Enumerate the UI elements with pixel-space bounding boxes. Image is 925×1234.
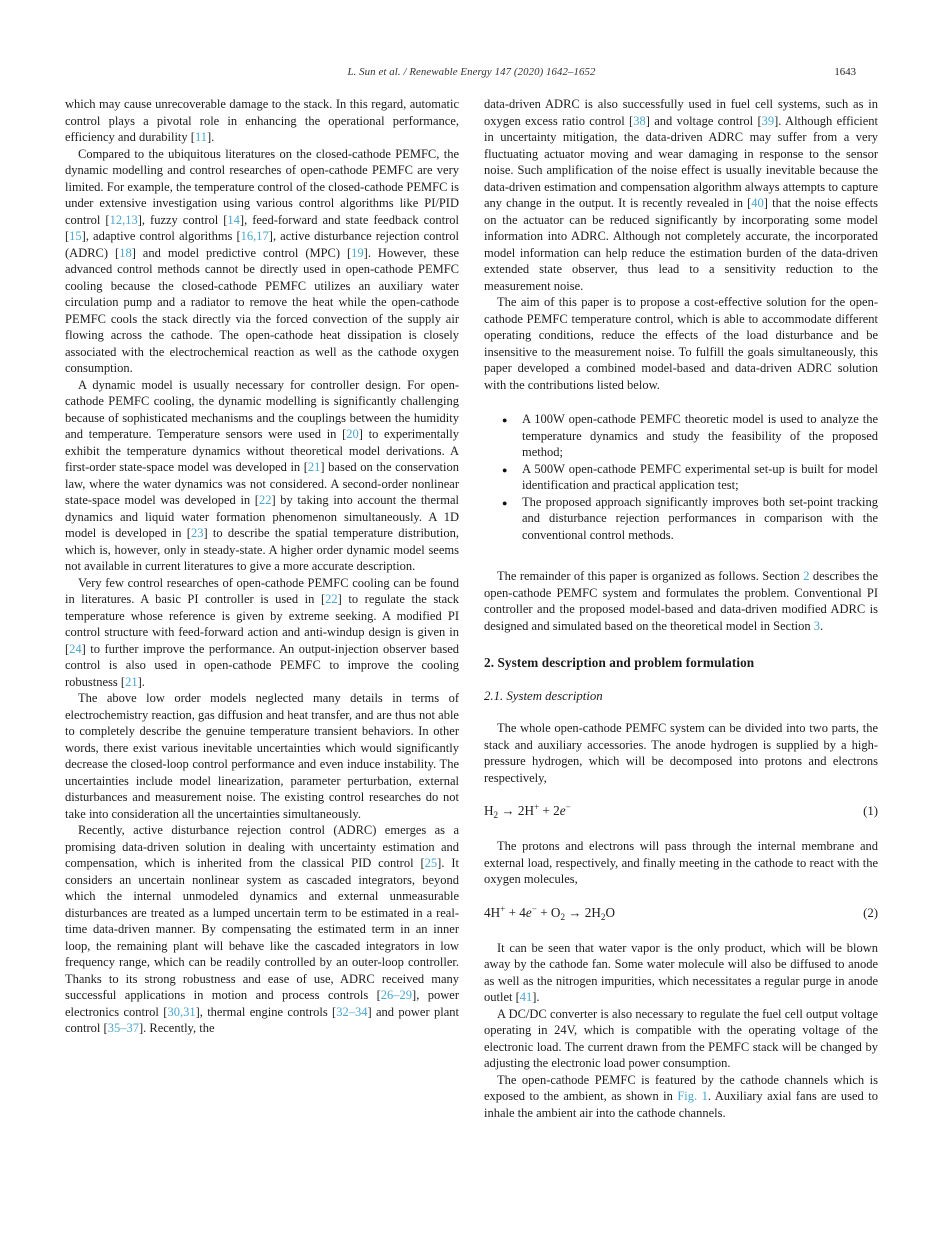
- equation-number: (2): [863, 905, 878, 920]
- bullet-icon: ●: [502, 415, 508, 425]
- left-column: [65, 96, 459, 1121]
- paragraph: The whole open-cathode PEMFC system can be divided into two parts, the stack and auxiliary accessories. The anode hydrogen is supplied by a high-pressure hydrogen, which will be decomposed into protons and electrons respectively,: [484, 721, 878, 785]
- citation-link[interactable]: 26–29: [380, 988, 413, 1002]
- citation-link[interactable]: 14: [227, 212, 240, 227]
- citation-link[interactable]: 22: [258, 493, 272, 507]
- contributions-list: [484, 411, 878, 543]
- equation-body: $4H^+ + 4e^- + O_2 \to 2H_2O$: [484, 903, 615, 922]
- right-column: [484, 96, 878, 1121]
- citation-link[interactable]: 39: [761, 113, 775, 128]
- citation-link[interactable]: 23: [190, 526, 204, 540]
- citation-link[interactable]: 21: [125, 674, 138, 689]
- section-heading: 2. System description and problem formulation: [484, 655, 755, 670]
- citation-link[interactable]: 25: [424, 856, 438, 870]
- citation-link[interactable]: 38: [633, 113, 646, 128]
- list-item: [484, 461, 878, 494]
- list-item-text: A 500W open-cathode PEMFC experimental set-up is built for model identification and practical application test;: [522, 461, 878, 492]
- paragraph: A DC/DC converter is also necessary to regulate the fuel cell output voltage operating in 24V, which is compatible with the operating voltage of the electronic load. The current drawn from the PEMFC stack will be changed by adjusting the electronic load power consumption.: [484, 1006, 878, 1070]
- text-columns: [65, 96, 878, 1121]
- citation-link[interactable]: 11: [194, 130, 207, 144]
- equation: [484, 799, 878, 824]
- paragraph: which may cause unrecoverable damage to the stack. In this regard, automatic control plays a pivotal role in enhancing the operational performance, efficiency and durability [11].: [65, 97, 459, 144]
- paragraph: Compared to the ubiquitous literatures on the closed-cathode PEMFC, the dynamic modelling and control researches of open-cathode PEMFC are very limited. For example, the temperature control of the closed-cathode PEMFC is under extensive investigation using various control algorithms like PI/PID control [12,13], fuzzy control [14], feed-forward and state feedback control [15], adaptive control algorithms [16,17], active disturbance rejection control (ADRC) [18] and model predictive control (MPC) [19]. However, these advanced control methods cannot be directly used in open-cathode PEMFC cooling because the closed-cathode PEMFC utilizes an auxiliary water circulation pump and a radiator to remove the heat while the open-cathode PEMFC cools the stack directly via the forced convection of the supply air flowing across the cathode. The open-cathode heat dissipation is closely associated with the electrochemical reaction as well as the cathode oxygen consumption.: [65, 146, 459, 375]
- list-item-text: The proposed approach significantly improves both set-point tracking and disturbance rejection performances in comparison with the conventional control methods.: [522, 494, 878, 542]
- paragraph: It can be seen that water vapor is the only product, which will be blown away by the cathode fan. Some water molecule will also be diffused to anode as well as the nitrogen impurities, which necessitates a regular purge in anode outlet [41].: [484, 940, 878, 1004]
- citation-link[interactable]: 19: [351, 245, 364, 260]
- citation-link[interactable]: 24: [69, 641, 82, 656]
- citation-link[interactable]: 21: [307, 460, 321, 474]
- citation-link[interactable]: 40: [751, 196, 764, 210]
- citation-link[interactable]: 20: [346, 427, 359, 441]
- citation-link[interactable]: 16,17: [240, 229, 269, 243]
- running-title: L. Sun et al. / Renewable Energy 147 (2020) 1642–1652: [347, 66, 596, 78]
- list-item: [484, 411, 878, 461]
- page-number: 1643: [834, 66, 856, 78]
- citation-link[interactable]: 41: [519, 990, 533, 1004]
- list-item-text: A 100W open-cathode PEMFC theoretic model is used to analyze the temperature dynamics and study the feasibility of the proposed method;: [522, 412, 878, 459]
- paragraph: Recently, active disturbance rejection control (ADRC) emerges as a promising data-driven solution in dealing with uncertainty estimation and compensation, which is inherited from the classical PID control [25]. It considers an uncertain nonlinear system as cascaded integrators, beyond which the internal unmodeled dynamics and external unmeasurable disturbances are treated as a lumped uncertain term to be estimated in a real-time data-driven manner. By compensating the estimated term in an inner loop, the remaining plant will behave like the cascaded integrators in low frequency range, which can be readily controlled by an outer-loop controller. Thanks to its strong robustness and ease of use, ADRC received many successful applications in motion and process controls [26–29], power electronics control [30,31], thermal engine controls [32–34] and power plant control [35–37]. Recently, the: [65, 823, 459, 1035]
- paragraph: A dynamic model is usually necessary for controller design. For open-cathode PEMFC cooling, the dynamic modelling is significantly challenging because of sophisticated mechanisms and the couplings between the humidity and temperature. Temperature sensors were used in [20] to experimentally exhibit the temperature dynamics without theoretical model derivations. A first-order state-space model was developed in [21] based on the conservation law, where the water dynamics was not considered. A second-order nonlinear state-space model was developed in [22] by taking into account the thermal dynamics and liquid water formation phenomenon simultaneously. A 1D model is developed in [23] to describe the spatial temperature distribution, which is, however, only in steady-state. A higher order dynamic model seems not available in current literatures to give a more accurate description.: [65, 377, 460, 573]
- running-header: [65, 66, 878, 82]
- paragraph: Very few control researches of open-cathode PEMFC cooling can be found in literatures. A basic PI controller is used in [22] to regulate the stack temperature whose reference is given by extreme seeking. A modified PI control structure with feed-forward action and anti-windup design is given in [24] to further improve the performance. An output-injection observer based control is also used in open-cathode PEMFC to improve the cooling robustness [21].: [65, 575, 459, 689]
- paragraph: The remainder of this paper is organized as follows. Section 2 describes the open-cathode PEMFC system and formulates the problem. Conventional PI controller and the proposed model-based and data-driven modified ADRC is designed and simulated based on the theoretical model in Section 3.: [484, 569, 879, 633]
- citation-link[interactable]: 3: [813, 618, 821, 633]
- paragraph: The above low order models neglected many details in terms of electrochemistry reaction, gas diffusion and heat transfer, and are thus not able to completely describe the genuine temperature transient behaviors. In other words, there exist various inevitable uncertainties which would significantly decrease the closed-loop control performance and even induce instability. The uncertainties include model linearization, parameter perturbation, external disturbances and measurement noise. The existing control researches do not take into consideration all the uncertainties simultaneously.: [65, 691, 459, 821]
- paragraph: data-driven ADRC is also successfully used in fuel cell systems, such as in oxygen excess ratio control [38] and voltage control [39]. Although efficient in uncertainty mitigation, the data-driven ADRC may suffer from a very fluctuating actuator moving and wear damaging in response to the sensor noise. Such amplification of the noise effect is usually inevitable because the data-driven estimation and compensation algorithm always attempts to capture any change in the output. It is recently revealed in [40] that the noise effects on the actuator can be reduced significantly by incorporating some model information into ADRC. Although not completely accurate, the incorporated model information can help reduce the estimation burden of the data-driven extended state observer, thus lead to a sensitivity reduction to the measurement noise.: [484, 97, 878, 293]
- citation-link[interactable]: 12,13: [109, 212, 138, 227]
- citation-link[interactable]: 32–34: [336, 1004, 368, 1019]
- paragraph: The protons and electrons will pass through the internal membrane and external load, respectively, and finally meeting in the cathode to react with the oxygen molecules,: [484, 839, 878, 886]
- citation-link[interactable]: 18: [119, 245, 132, 260]
- citation-link[interactable]: 35–37: [107, 1021, 139, 1035]
- bullet-icon: ●: [502, 497, 508, 508]
- bullet-icon: ●: [502, 464, 508, 475]
- citation-link[interactable]: 2: [803, 569, 810, 583]
- equation-body: $H_2 \to 2H^+ + 2e^-$: [484, 802, 571, 820]
- equation-number: (1): [863, 804, 878, 818]
- citation-link[interactable]: 15: [69, 229, 82, 243]
- equation: [484, 901, 878, 926]
- list-item: [484, 494, 878, 544]
- citation-link[interactable]: 30,31: [167, 1004, 196, 1019]
- subsection-heading: 2.1. System description: [484, 689, 603, 703]
- citation-link[interactable]: Fig. 1: [677, 1089, 708, 1103]
- paragraph: The open-cathode PEMFC is featured by the cathode channels which is exposed to the ambient, as shown in Fig. 1. Auxiliary axial fans are used to inhale the ambient air into the cathode channels.: [484, 1072, 878, 1120]
- citation-link[interactable]: 22: [325, 592, 338, 606]
- paragraph: The aim of this paper is to propose a cost-effective solution for the open-cathode PEMFC temperature control, which is able to accommodate different operating conditions, reduce the effects of the load disturbance and be insensitive to the measurement noise. To fulfill the goals simultaneously, this paper developed a combined model-based and data-driven ADRC solution with the contributions listed below.: [484, 295, 878, 392]
